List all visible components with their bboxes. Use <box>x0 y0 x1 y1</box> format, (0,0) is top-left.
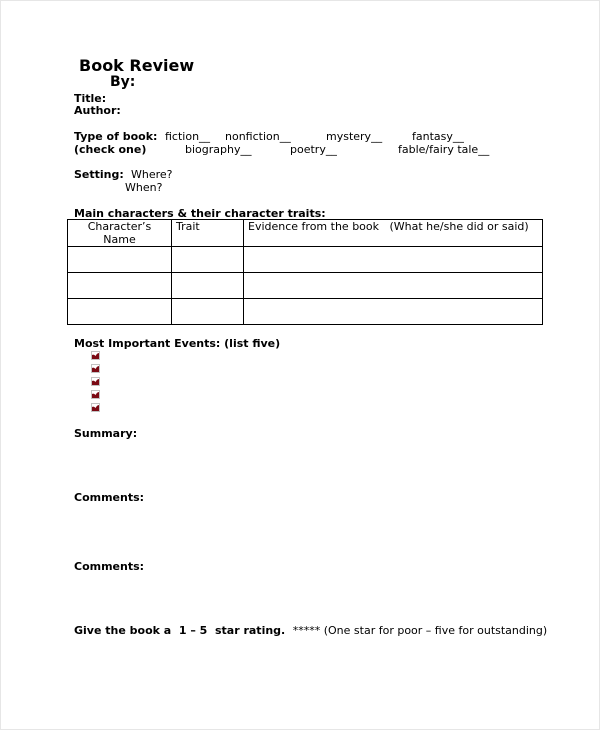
table-header-row <box>68 220 543 247</box>
book-bullet-icon <box>91 390 100 399</box>
option-fantasy[interactable]: fantasy__ <box>412 130 464 143</box>
type-of-book-label: Type of book: <box>74 130 158 143</box>
page-title: Book Review <box>79 56 195 75</box>
table-cell[interactable] <box>244 299 543 325</box>
option-poetry[interactable]: poetry__ <box>290 143 337 156</box>
table-row <box>68 299 543 325</box>
table-cell[interactable] <box>68 273 172 299</box>
rating-stars: ***** <box>292 624 321 637</box>
book-bullet-icon <box>91 403 100 412</box>
book-bullet-icon <box>91 351 100 360</box>
table-cell[interactable] <box>244 247 543 273</box>
option-biography[interactable]: biography__ <box>185 143 252 156</box>
column-header-character-name: Character’s Name <box>68 220 172 247</box>
by-label: By: <box>110 74 136 90</box>
author-label: Author: <box>74 104 121 117</box>
book-bullet-icon <box>91 377 100 386</box>
table-row <box>68 247 543 273</box>
events-heading: Most Important Events: (list five) <box>74 337 281 350</box>
table-cell[interactable] <box>244 273 543 299</box>
option-fable-fairy-tale[interactable]: fable/fairy tale__ <box>398 143 490 156</box>
characters-table <box>67 219 543 325</box>
rating-label: Give the book a 1 – 5 star rating. <box>74 624 286 637</box>
setting-where: Where? <box>131 168 173 181</box>
table-cell[interactable] <box>172 299 244 325</box>
option-mystery[interactable]: mystery__ <box>326 130 383 143</box>
rating-note: (One star for poor – five for outstanding) <box>323 624 548 637</box>
setting-when: When? <box>125 181 163 194</box>
option-nonfiction[interactable]: nonfiction__ <box>225 130 291 143</box>
table-cell[interactable] <box>172 273 244 299</box>
option-fiction[interactable]: fiction__ <box>165 130 211 143</box>
column-header-trait: Trait <box>172 220 244 247</box>
comments-label: Comments: <box>74 491 145 504</box>
summary-label: Summary: <box>74 427 138 440</box>
rating-line <box>74 624 547 637</box>
table-row <box>68 273 543 299</box>
table-cell[interactable] <box>172 247 244 273</box>
column-header-evidence: Evidence from the book (What he/she did or said) <box>244 220 543 247</box>
table-cell[interactable] <box>68 247 172 273</box>
table-cell[interactable] <box>68 299 172 325</box>
characters-heading: Main characters & their character traits: <box>74 207 326 220</box>
setting-label: Setting: <box>74 168 124 181</box>
book-bullet-icon <box>91 364 100 373</box>
title-label: Title: <box>74 92 107 105</box>
check-one-label: (check one) <box>74 143 147 156</box>
comments-label: Comments: <box>74 560 145 573</box>
